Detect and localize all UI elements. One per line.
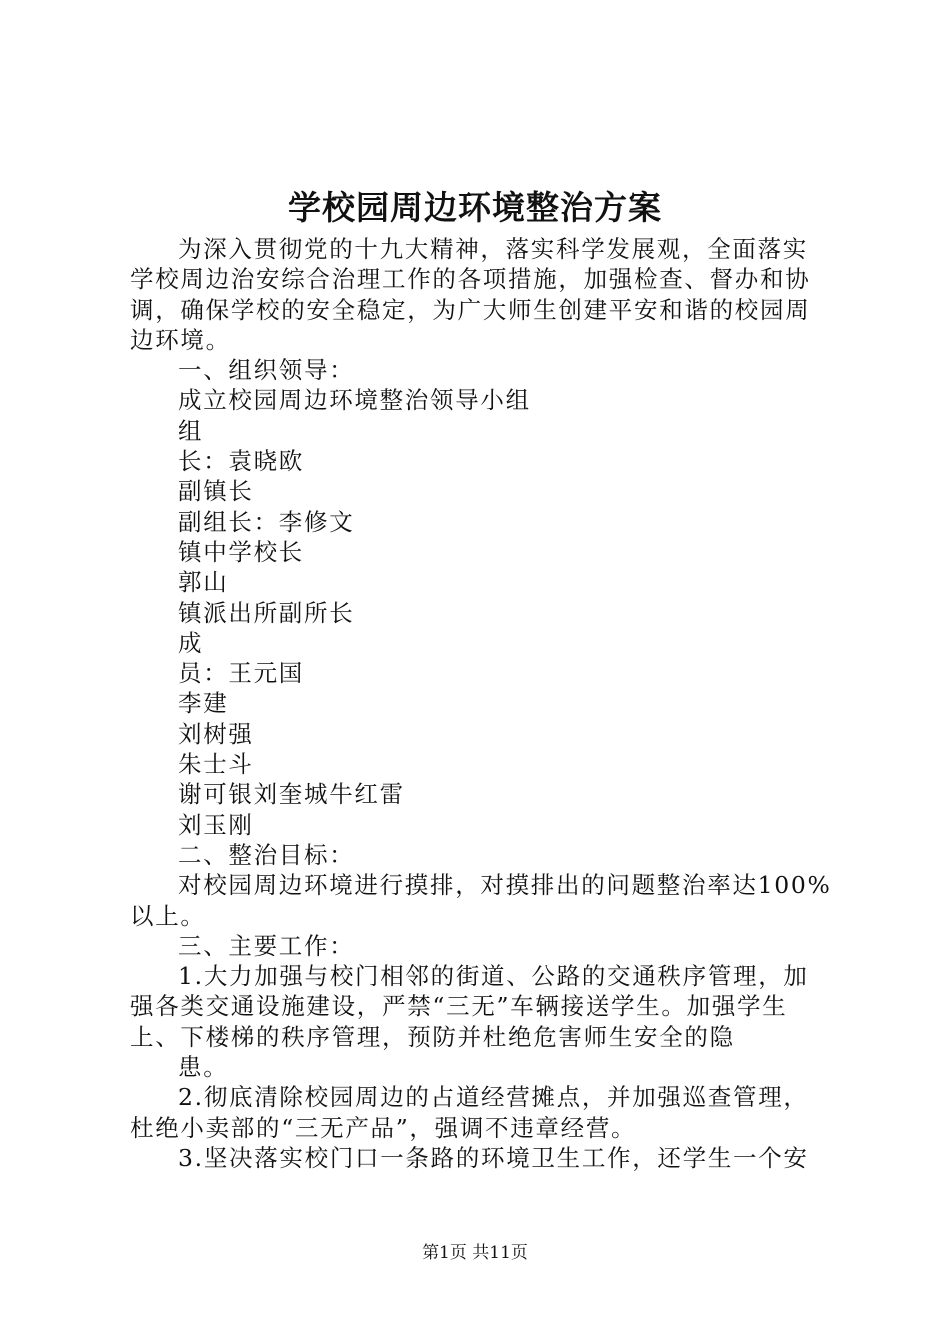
document-title: 学校园周边环境整治方案 [288,188,662,227]
paragraph-line: 刘树强 [178,719,254,748]
paragraph-line: 刘玉刚 [178,810,254,839]
paragraph-line: 2.彻底清除校园周边的占道经营摊点，并加强巡查管理， [178,1083,809,1112]
paragraph-line: 为深入贯彻党的十九大精神，落实科学发展观，全面落实 [178,235,808,263]
paragraph-line: 副组长：李修文 [178,507,355,536]
paragraph-line: 长：袁晓欧 [178,447,304,476]
paragraph-line: 成 [178,628,204,657]
paragraph-line: 1.大力加强与校门相邻的街道、公路的交通秩序管理，加 [178,962,809,991]
page-number: 第1页 共11页 [422,1243,528,1263]
paragraph-line: 镇派出所副所长 [178,598,355,627]
paragraph-line: 学校周边治安综合治理工作的各项措施，加强检查、督办和协 [130,265,811,294]
paragraph-line: 李建 [178,689,229,718]
paragraph-line: 边环境。 [130,325,231,354]
section-heading: 二、整治目标： [178,840,355,869]
section-heading: 三、主要工作： [178,931,355,960]
paragraph-line: 镇中学校长 [178,537,304,566]
paragraph-line: 员：王元国 [178,659,304,688]
paragraph-line: 杜绝小卖部的“三无产品”，强调不违章经营。 [130,1113,637,1142]
paragraph-line: 以上。 [130,901,206,930]
paragraph-line: 对校园周边环境进行摸排，对摸排出的问题整治率达100% [178,871,832,900]
paragraph-line: 调，确保学校的安全稳定，为广大师生创建平安和谐的校园周 [130,295,811,324]
paragraph-line: 3.坚决落实校门口一条路的环境卫生工作，还学生一个安 [178,1143,809,1172]
paragraph-line: 患。 [178,1053,229,1082]
paragraph-line: 上、下楼梯的秩序管理，预防并杜绝危害师生安全的隐 [130,1022,735,1051]
paragraph-line: 成立校园周边环境整治领导小组 [178,386,531,415]
paragraph-line: 副镇长 [178,477,254,506]
document-body [130,234,830,1173]
section-heading: 一、组织领导： [178,356,355,385]
paragraph-line: 郭山 [178,568,229,597]
paragraph-line: 强各类交通设施建设，严禁“三无”车辆接送学生。加强学生 [130,992,788,1021]
paragraph-line: 朱士斗 [178,750,254,779]
paragraph-line: 组 [178,416,204,445]
paragraph-line: 谢可银刘奎城牛红雷 [178,780,405,809]
